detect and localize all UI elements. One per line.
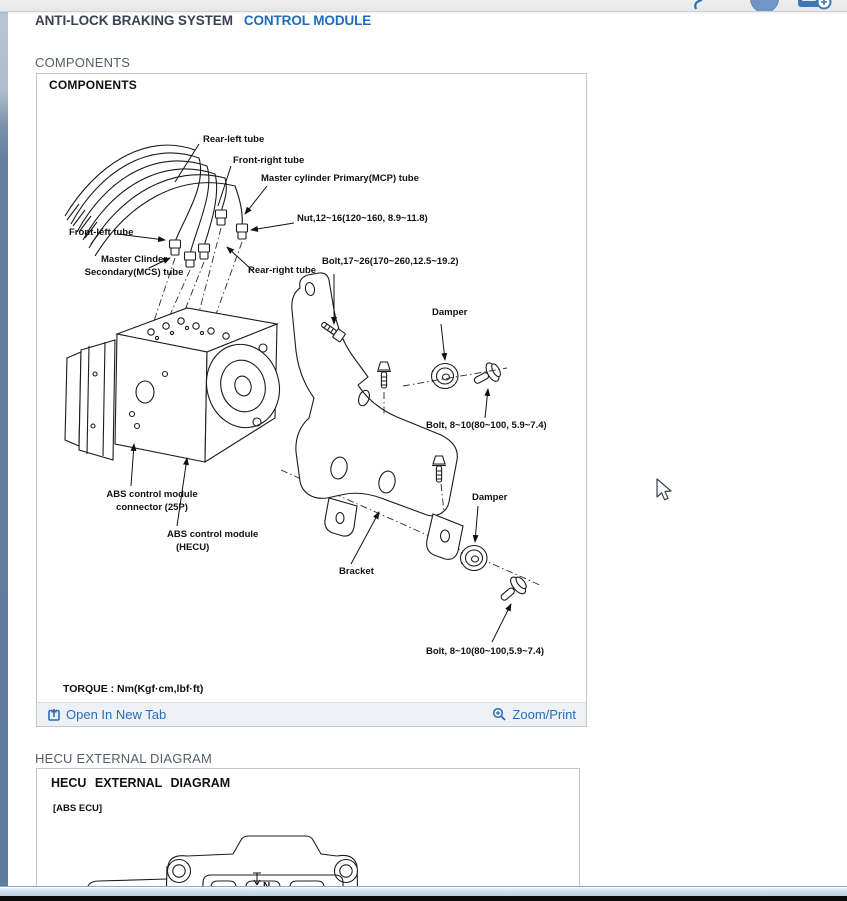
label-rear-right-tube: Rear-right tube bbox=[248, 265, 317, 276]
zoom-print-label: Zoom/Print bbox=[512, 707, 576, 722]
top-toolbar bbox=[0, 0, 847, 12]
abs-ecu-tag: [ABS ECU] bbox=[53, 803, 103, 814]
torque-note: TORQUE : Nm(Kgf·cm,lbf·ft) bbox=[63, 683, 204, 695]
components-panel bbox=[36, 73, 587, 727]
hecu-panel bbox=[36, 768, 580, 901]
hecu-heading: HECU EXTERNAL DIAGRAM bbox=[35, 751, 213, 766]
label-rear-left-tube: Rear-left tube bbox=[203, 134, 265, 145]
mouse-arrow-pointer bbox=[656, 478, 676, 504]
page-title-accent-link[interactable]: CONTROL MODULE bbox=[243, 13, 372, 28]
damper-lower-drawing bbox=[461, 546, 488, 571]
window-bottom-edge bbox=[0, 896, 847, 901]
label-abs-connector-line2: connector (25P) bbox=[116, 502, 188, 513]
damper-upper-drawing bbox=[432, 364, 459, 389]
connector-block-drawing bbox=[65, 340, 115, 460]
label-abs-connector-line1: ABS control module bbox=[106, 489, 198, 500]
components-panel-title: COMPONENTS bbox=[49, 78, 138, 92]
label-bolt-8-10-lower: Bolt, 8~10(80~100,5.9~7.4) bbox=[426, 646, 545, 657]
label-bracket: Bracket bbox=[339, 566, 374, 577]
zoom-print-button[interactable] bbox=[492, 707, 576, 722]
zoom-magnifier-plus-icon bbox=[492, 707, 507, 722]
label-nut-spec: Nut,12~16(120~160, 8.9~11.8) bbox=[297, 213, 428, 224]
open-in-new-tab-button[interactable] bbox=[47, 707, 166, 722]
page-title bbox=[35, 13, 371, 28]
open-in-new-tab-icon bbox=[47, 708, 61, 722]
page-title-main: ANTI-LOCK BRAKING SYSTEM bbox=[35, 13, 233, 28]
label-damper-upper: Damper bbox=[432, 307, 468, 318]
label-bolt-17-26: Bolt,17~26(170~260,12.5~19.2) bbox=[322, 256, 459, 267]
label-mcs-tube-line2: Secondary(MCS) tube bbox=[84, 267, 184, 278]
hecu-panel-title: HECU EXTERNAL DIAGRAM bbox=[51, 776, 231, 790]
label-front-left-tube: Front-left tube bbox=[69, 227, 134, 238]
label-mcs-tube-line1: Master Clinder bbox=[101, 254, 167, 265]
add-document-icon[interactable] bbox=[796, 0, 836, 11]
label-abs-module-line1: ABS control module bbox=[167, 529, 259, 540]
window-edge-scrollbar[interactable] bbox=[0, 11, 8, 901]
bracket-arc-icon[interactable] bbox=[691, 0, 705, 10]
hecu-external-diagram bbox=[37, 769, 579, 901]
pin-bolt-upper-drawing bbox=[470, 360, 503, 390]
components-exploded-diagram bbox=[37, 74, 586, 702]
components-heading: COMPONENTS bbox=[35, 55, 131, 70]
horizontal-scrollbar[interactable] bbox=[0, 886, 847, 896]
label-mcp-tube: Master cylinder Primary(MCP) tube bbox=[261, 173, 419, 184]
label-damper-lower: Damper bbox=[472, 492, 508, 503]
open-in-new-tab-label: Open In New Tab bbox=[66, 707, 167, 722]
user-avatar[interactable] bbox=[750, 0, 779, 12]
label-front-right-tube: Front-right tube bbox=[233, 155, 305, 166]
flange-bolt-drawing bbox=[377, 362, 391, 388]
components-panel-footer bbox=[37, 702, 586, 726]
label-bolt-8-10-upper: Bolt, 8~10(80~100, 5.9~7.4) bbox=[426, 420, 547, 431]
label-abs-module-line2: (HECU) bbox=[176, 542, 210, 553]
